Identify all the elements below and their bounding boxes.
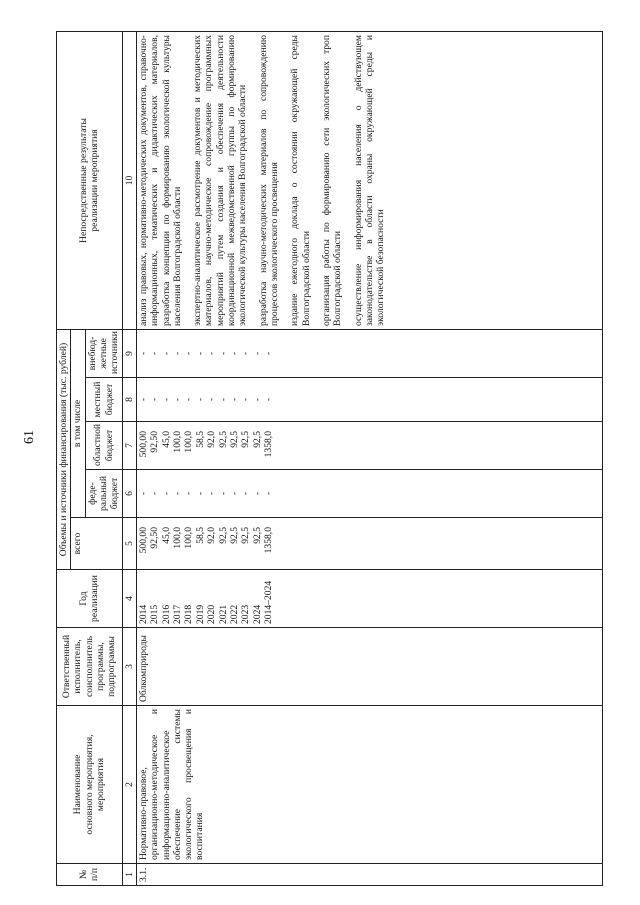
result-item: экспертно-аналитическое рассмотрение документов и методических материалов, научно-методическое сопровождение программных мероприятий путем создания и обеспечения деятельности координационной межведомственной группы по формированию экологической культуры населения Волгоградской области — [192, 35, 249, 326]
year-value: 2019 — [194, 604, 206, 624]
local-value: - — [229, 397, 240, 402]
regional-value: 45,0 — [160, 431, 172, 448]
page-number: 61 — [22, 430, 37, 444]
federal-value: - — [263, 491, 275, 496]
local-value: - — [149, 397, 161, 402]
regional-value: 92,5 — [229, 431, 240, 448]
column-number: 3 — [122, 628, 136, 706]
federal-value: - — [217, 491, 229, 496]
row-federal — [136, 470, 602, 518]
header-offbudget — [85, 330, 122, 378]
year-value: 2021 — [217, 604, 229, 624]
header-federal-text: феде- ральный бюджет — [86, 475, 121, 512]
column-number: 10 — [122, 32, 136, 330]
total-value: 92,5 — [217, 527, 229, 544]
regional-value: 92,5 — [217, 431, 229, 448]
header-total — [71, 518, 122, 570]
local-value: - — [217, 397, 229, 402]
header-federal — [85, 470, 122, 518]
federal-value: - — [229, 491, 240, 496]
header-total-text: всего — [72, 532, 84, 555]
offbudget-value: - — [229, 351, 240, 356]
header-results-text: Непосредственные результаты реализации мероприятия — [77, 118, 101, 243]
result-item: организация работы по формированию сети экологических троп Волгоградской области — [320, 35, 344, 326]
header-local-text: местный бюджет — [92, 381, 115, 418]
column-number: 4 — [122, 570, 136, 628]
header-year-text: Год реализации — [77, 575, 101, 622]
column-number-row — [122, 32, 136, 886]
total-value: 45,0 — [160, 527, 172, 544]
regional-value: 92,5 — [240, 431, 252, 448]
total-value: 92,5 — [240, 527, 252, 544]
offbudget-value: - — [137, 351, 149, 356]
local-value: - — [137, 397, 149, 402]
offbudget-value: - — [149, 351, 161, 356]
total-value: 92,50 — [149, 527, 161, 549]
column-number: 1 — [122, 864, 136, 886]
rotated-table-container — [56, 32, 626, 886]
result-item: разработка научно-методических материалов по сопровождению процессов экологического просвещения — [257, 35, 280, 326]
header-including — [71, 330, 85, 518]
header-funding-group — [57, 330, 71, 570]
year-value: 2022 — [229, 604, 240, 624]
header-responsible — [57, 628, 123, 706]
row-total — [136, 518, 602, 570]
local-value: - — [172, 397, 184, 402]
year-value: 2024 — [251, 604, 263, 624]
year-value: 2018 — [183, 604, 195, 624]
offbudget-value: - — [240, 351, 252, 356]
federal-value: - — [149, 491, 161, 496]
table-row — [136, 32, 602, 886]
local-value: - — [160, 397, 172, 402]
header-num-text: № п/п — [77, 868, 101, 881]
year-value: 2016 — [160, 604, 172, 624]
local-value: - — [206, 397, 218, 402]
total-value: 92,5 — [229, 527, 240, 544]
local-value: - — [240, 397, 252, 402]
federal-value: - — [194, 491, 206, 496]
row-years — [136, 570, 602, 628]
column-number: 5 — [122, 518, 136, 570]
offbudget-value: - — [251, 351, 263, 356]
column-number: 8 — [122, 378, 136, 422]
column-number: 7 — [122, 422, 136, 470]
regional-value: 92,50 — [149, 431, 161, 453]
local-value: - — [183, 397, 195, 402]
regional-value: 100,0 — [172, 431, 184, 453]
year-value: 2014 — [137, 604, 149, 624]
federal-value: - — [183, 491, 195, 496]
total-value: 58,5 — [194, 527, 206, 544]
local-value: - — [263, 397, 275, 402]
year-value: 2015 — [149, 604, 161, 624]
offbudget-value: - — [183, 351, 195, 356]
header-offbudget-text: внебюд- жетные источники — [86, 331, 121, 374]
funding-table — [56, 31, 603, 886]
local-value: - — [251, 397, 263, 402]
total-value: 100,0 — [172, 527, 184, 549]
federal-value: - — [251, 491, 263, 496]
result-item: издание ежегодного доклада о состоянии окружающей среды Волгоградской области — [289, 35, 312, 326]
regional-value: 1358,0 — [263, 431, 275, 458]
total-value: 100,0 — [183, 527, 195, 549]
offbudget-value: - — [194, 351, 206, 356]
header-responsible-text: Ответственный исполнитель, соисполнитель программы, подпрограммы — [61, 634, 118, 699]
column-number: 6 — [122, 470, 136, 518]
row-results — [136, 32, 602, 330]
regional-value: 92,0 — [206, 431, 218, 448]
total-value: 92,0 — [206, 527, 218, 544]
header-num — [57, 864, 123, 886]
total-value: 92,5 — [251, 527, 263, 544]
result-item: анализ правовых, нормативно-методических документов, справочно-информационных, тематических и дидактических материалов, разработка концепции по формированию экологической культуры населения Волгоградской области — [137, 35, 183, 326]
regional-value: 92,5 — [251, 431, 263, 448]
column-number: 2 — [122, 706, 136, 864]
result-item: осуществление информирования населения о действующем законодательстве в области охраны окружающей среды и экологической безопасности — [352, 35, 387, 326]
year-value: 2023 — [240, 604, 252, 624]
header-funding-group-text: Объемы и источники финансирования (тыс. рублей) — [58, 342, 69, 557]
federal-value: - — [206, 491, 218, 496]
federal-value: - — [137, 491, 149, 496]
header-local — [85, 378, 122, 422]
offbudget-value: - — [206, 351, 218, 356]
year-value: 2020 — [206, 604, 218, 624]
federal-value: - — [160, 491, 172, 496]
row-regional — [136, 422, 602, 470]
federal-value: - — [172, 491, 184, 496]
header-regional-text: областной бюджет — [92, 423, 115, 466]
row-num: 3.1. — [136, 864, 602, 886]
regional-value: 100,0 — [183, 431, 195, 453]
offbudget-value: - — [160, 351, 172, 356]
total-value: 1358,0 — [263, 527, 275, 554]
total-value: 500,00 — [137, 527, 149, 554]
local-value: - — [194, 397, 206, 402]
regional-value: 500,00 — [137, 431, 149, 458]
header-event-name-text: Наименование основного мероприятия, мероприятия — [72, 734, 106, 835]
row-offbudget — [136, 330, 602, 378]
header-results — [57, 32, 123, 330]
offbudget-value: - — [217, 351, 229, 356]
regional-value: 58,5 — [194, 431, 206, 448]
federal-value: - — [240, 491, 252, 496]
header-year — [57, 570, 123, 628]
row-event-name: Нормативно-правовое, организационно-методическое и информационно-аналитическое обеспечение системы экологического просвещения и воспитания — [136, 706, 602, 864]
row-responsible: Облкомприроды — [136, 628, 602, 706]
offbudget-value: - — [263, 351, 275, 356]
header-including-text: в том числе — [72, 399, 84, 448]
year-value: 2017 — [172, 604, 184, 624]
row-local — [136, 378, 602, 422]
column-number: 9 — [122, 330, 136, 378]
header-event-name — [57, 706, 123, 864]
offbudget-value: - — [172, 351, 184, 356]
year-value: 2014–2024 — [263, 580, 275, 624]
header-regional — [85, 422, 122, 470]
